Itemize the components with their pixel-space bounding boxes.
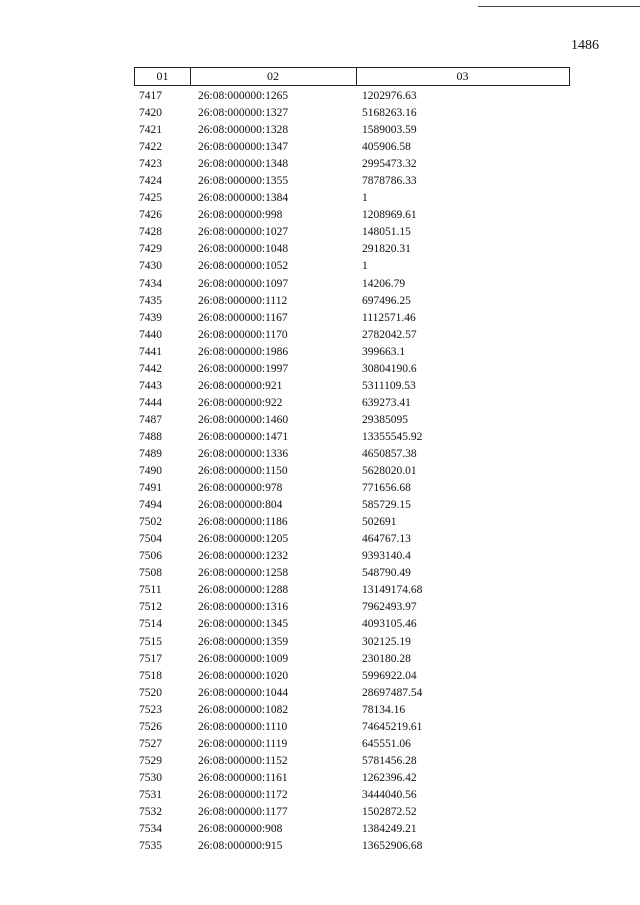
cadastral-number-cell: 26:08:000000:1288 [198, 584, 289, 597]
value-cell: 302125.19 [362, 635, 411, 648]
cadastral-number-cell: 26:08:000000:1336 [198, 447, 289, 460]
row-id-cell: 7443 [139, 379, 162, 392]
row-id-cell: 7425 [139, 192, 162, 205]
row-id-cell: 7420 [139, 107, 162, 120]
value-cell: 585729.15 [362, 499, 411, 512]
cadastral-number-cell: 26:08:000000:1177 [198, 805, 288, 818]
row-id-cell: 7518 [139, 669, 162, 682]
row-id-cell: 7442 [139, 362, 162, 375]
value-cell: 1 [362, 260, 368, 273]
row-id-cell: 7517 [139, 652, 162, 665]
value-cell: 645551.06 [362, 737, 411, 750]
header-cell-02: 02 [190, 68, 357, 85]
table-row [0, 361, 640, 378]
table-row [0, 310, 640, 327]
table-row [0, 804, 640, 821]
row-id-cell: 7489 [139, 447, 162, 460]
row-id-cell: 7527 [139, 737, 162, 750]
table-row [0, 395, 640, 412]
table-row [0, 378, 640, 395]
row-id-cell: 7529 [139, 754, 162, 767]
cadastral-number-cell: 26:08:000000:1258 [198, 567, 289, 580]
value-cell: 13355545.92 [362, 430, 423, 443]
cadastral-number-cell: 26:08:000000:921 [198, 379, 283, 392]
cadastral-number-cell: 26:08:000000:1044 [198, 686, 289, 699]
row-id-cell: 7530 [139, 771, 162, 784]
value-cell: 1589003.59 [362, 124, 417, 137]
value-cell: 2995473.32 [362, 158, 417, 171]
row-id-cell: 7520 [139, 686, 162, 699]
table-row [0, 190, 640, 207]
row-id-cell: 7421 [139, 124, 162, 137]
table-row [0, 173, 640, 190]
table-row [0, 753, 640, 770]
value-cell: 639273.41 [362, 396, 411, 409]
row-id-cell: 7534 [139, 823, 162, 836]
row-id-cell: 7488 [139, 430, 162, 443]
table-body [0, 88, 640, 855]
row-id-cell: 7504 [139, 533, 162, 546]
table-row [0, 122, 640, 139]
value-cell: 78134.16 [362, 703, 406, 716]
cadastral-number-cell: 26:08:000000:1150 [198, 465, 288, 478]
table-row [0, 327, 640, 344]
table-row [0, 531, 640, 548]
table-row [0, 616, 640, 633]
table-row [0, 838, 640, 855]
cadastral-number-cell: 26:08:000000:804 [198, 499, 283, 512]
table-row [0, 156, 640, 173]
row-id-cell: 7490 [139, 465, 162, 478]
cadastral-number-cell: 26:08:000000:1020 [198, 669, 289, 682]
cadastral-number-cell: 26:08:000000:1161 [198, 771, 288, 784]
value-cell: 548790.49 [362, 567, 411, 580]
value-cell: 697496.25 [362, 294, 411, 307]
row-id-cell: 7435 [139, 294, 162, 307]
value-cell: 1 [362, 192, 368, 205]
value-cell: 4093105.46 [362, 618, 417, 631]
cadastral-number-cell: 26:08:000000:915 [198, 840, 283, 853]
table-row [0, 668, 640, 685]
table-row [0, 446, 640, 463]
row-id-cell: 7511 [139, 584, 162, 597]
cadastral-number-cell: 26:08:000000:1027 [198, 226, 289, 239]
value-cell: 771656.68 [362, 482, 411, 495]
cadastral-number-cell: 26:08:000000:1009 [198, 652, 289, 665]
table-row [0, 736, 640, 753]
row-id-cell: 7422 [139, 141, 162, 154]
table-row [0, 207, 640, 224]
table-row [0, 88, 640, 105]
cadastral-number-cell: 26:08:000000:1986 [198, 345, 289, 358]
row-id-cell: 7487 [139, 413, 162, 426]
cadastral-number-cell: 26:08:000000:1384 [198, 192, 289, 205]
table-row [0, 634, 640, 651]
row-id-cell: 7508 [139, 567, 162, 580]
table-row [0, 463, 640, 480]
value-cell: 3444040.56 [362, 788, 417, 801]
cadastral-number-cell: 26:08:000000:1471 [198, 430, 289, 443]
value-cell: 5168263.16 [362, 107, 417, 120]
cadastral-number-cell: 26:08:000000:1082 [198, 703, 289, 716]
value-cell: 28697487.54 [362, 686, 423, 699]
table-row [0, 105, 640, 122]
row-id-cell: 7515 [139, 635, 162, 648]
value-cell: 74645219.61 [362, 720, 423, 733]
value-cell: 14206.79 [362, 277, 406, 290]
table-row [0, 224, 640, 241]
row-id-cell: 7444 [139, 396, 162, 409]
table-row [0, 480, 640, 497]
value-cell: 4650857.38 [362, 447, 417, 460]
value-cell: 464767.13 [362, 533, 411, 546]
value-cell: 1202976.63 [362, 90, 417, 102]
page-number: 1486 [571, 38, 599, 53]
cadastral-number-cell: 26:08:000000:1997 [198, 362, 289, 375]
table-row [0, 548, 640, 565]
value-cell: 5996922.04 [362, 669, 417, 682]
row-id-cell: 7439 [139, 311, 162, 324]
cadastral-number-cell: 26:08:000000:1048 [198, 243, 289, 256]
cadastral-number-cell: 26:08:000000:1110 [198, 720, 288, 733]
cadastral-number-cell: 26:08:000000:1097 [198, 277, 289, 290]
header-cell-03: 03 [456, 69, 469, 83]
value-cell: 2782042.57 [362, 328, 417, 341]
value-cell: 1262396.42 [362, 771, 417, 784]
table-row [0, 770, 640, 787]
row-id-cell: 7491 [139, 482, 162, 495]
cadastral-number-cell: 26:08:000000:1265 [198, 90, 289, 102]
cadastral-number-cell: 26:08:000000:1348 [198, 158, 289, 171]
cadastral-number-cell: 26:08:000000:978 [198, 482, 283, 495]
table-row [0, 651, 640, 668]
value-cell: 1384249.21 [362, 823, 417, 836]
value-cell: 9393140.4 [362, 550, 411, 563]
value-cell: 7962493.97 [362, 601, 417, 614]
cadastral-number-cell: 26:08:000000:1232 [198, 550, 289, 563]
row-id-cell: 7531 [139, 788, 162, 801]
cadastral-number-cell: 26:08:000000:998 [198, 209, 283, 222]
table-row [0, 344, 640, 361]
row-id-cell: 7494 [139, 499, 162, 512]
row-id-cell: 7430 [139, 260, 162, 273]
table-row [0, 497, 640, 514]
cadastral-number-cell: 26:08:000000:1355 [198, 175, 289, 188]
value-cell: 1208969.61 [362, 209, 417, 222]
table-row [0, 702, 640, 719]
row-id-cell: 7434 [139, 277, 162, 290]
cadastral-number-cell: 26:08:000000:1119 [198, 737, 288, 750]
row-id-cell: 7514 [139, 618, 162, 631]
row-id-cell: 7424 [139, 175, 162, 188]
table-row [0, 293, 640, 310]
value-cell: 7878786.33 [362, 175, 417, 188]
row-id-cell: 7532 [139, 805, 162, 818]
cadastral-number-cell: 26:08:000000:1172 [198, 788, 288, 801]
row-id-cell: 7523 [139, 703, 162, 716]
value-cell: 405906.58 [362, 141, 411, 154]
value-cell: 5311109.53 [362, 379, 416, 392]
value-cell: 30804190.6 [362, 362, 417, 375]
row-id-cell: 7502 [139, 516, 162, 529]
value-cell: 230180.28 [362, 652, 411, 665]
table-row [0, 514, 640, 531]
header-cell-01: 01 [135, 68, 191, 85]
value-cell: 1112571.46 [362, 311, 416, 324]
cadastral-number-cell: 26:08:000000:1316 [198, 601, 289, 614]
value-cell: 1502872.52 [362, 805, 417, 818]
row-id-cell: 7417 [139, 90, 162, 102]
table-row [0, 565, 640, 582]
row-id-cell: 7506 [139, 550, 162, 563]
table-row [0, 139, 640, 156]
row-id-cell: 7428 [139, 226, 162, 239]
row-id-cell: 7423 [139, 158, 162, 171]
value-cell: 5628020.01 [362, 465, 417, 478]
table-row [0, 276, 640, 293]
value-cell: 13149174.68 [362, 584, 423, 597]
row-id-cell: 7429 [139, 243, 162, 256]
cadastral-number-cell: 26:08:000000:908 [198, 823, 283, 836]
cadastral-number-cell: 26:08:000000:1327 [198, 107, 289, 120]
cadastral-number-cell: 26:08:000000:922 [198, 396, 283, 409]
table-header [134, 67, 570, 86]
cadastral-number-cell: 26:08:000000:1052 [198, 260, 289, 273]
table-row [0, 429, 640, 446]
value-cell: 13652906.68 [362, 840, 423, 853]
table-row [0, 599, 640, 616]
table-row [0, 258, 640, 275]
top-rule [478, 6, 640, 7]
cadastral-number-cell: 26:08:000000:1328 [198, 124, 289, 137]
value-cell: 29385095 [362, 413, 408, 426]
value-cell: 5781456.28 [362, 754, 417, 767]
cadastral-number-cell: 26:08:000000:1112 [198, 294, 288, 307]
cadastral-number-cell: 26:08:000000:1186 [198, 516, 288, 529]
value-cell: 148051.15 [362, 226, 411, 239]
table-row [0, 787, 640, 804]
table-row [0, 719, 640, 736]
row-id-cell: 7512 [139, 601, 162, 614]
table-row [0, 412, 640, 429]
cadastral-number-cell: 26:08:000000:1170 [198, 328, 288, 341]
row-id-cell: 7526 [139, 720, 162, 733]
cadastral-number-cell: 26:08:000000:1152 [198, 754, 288, 767]
row-id-cell: 7440 [139, 328, 162, 341]
table-row [0, 582, 640, 599]
value-cell: 399663.1 [362, 345, 406, 358]
cadastral-number-cell: 26:08:000000:1460 [198, 413, 289, 426]
cadastral-number-cell: 26:08:000000:1167 [198, 311, 288, 324]
table-row [0, 685, 640, 702]
cadastral-number-cell: 26:08:000000:1359 [198, 635, 289, 648]
value-cell: 502691 [362, 516, 397, 529]
value-cell: 291820.31 [362, 243, 411, 256]
row-id-cell: 7426 [139, 209, 162, 222]
cadastral-number-cell: 26:08:000000:1347 [198, 141, 289, 154]
cadastral-number-cell: 26:08:000000:1345 [198, 618, 289, 631]
table-row [0, 241, 640, 258]
cadastral-number-cell: 26:08:000000:1205 [198, 533, 289, 546]
table-row [0, 821, 640, 838]
row-id-cell: 7535 [139, 840, 162, 853]
row-id-cell: 7441 [139, 345, 162, 358]
